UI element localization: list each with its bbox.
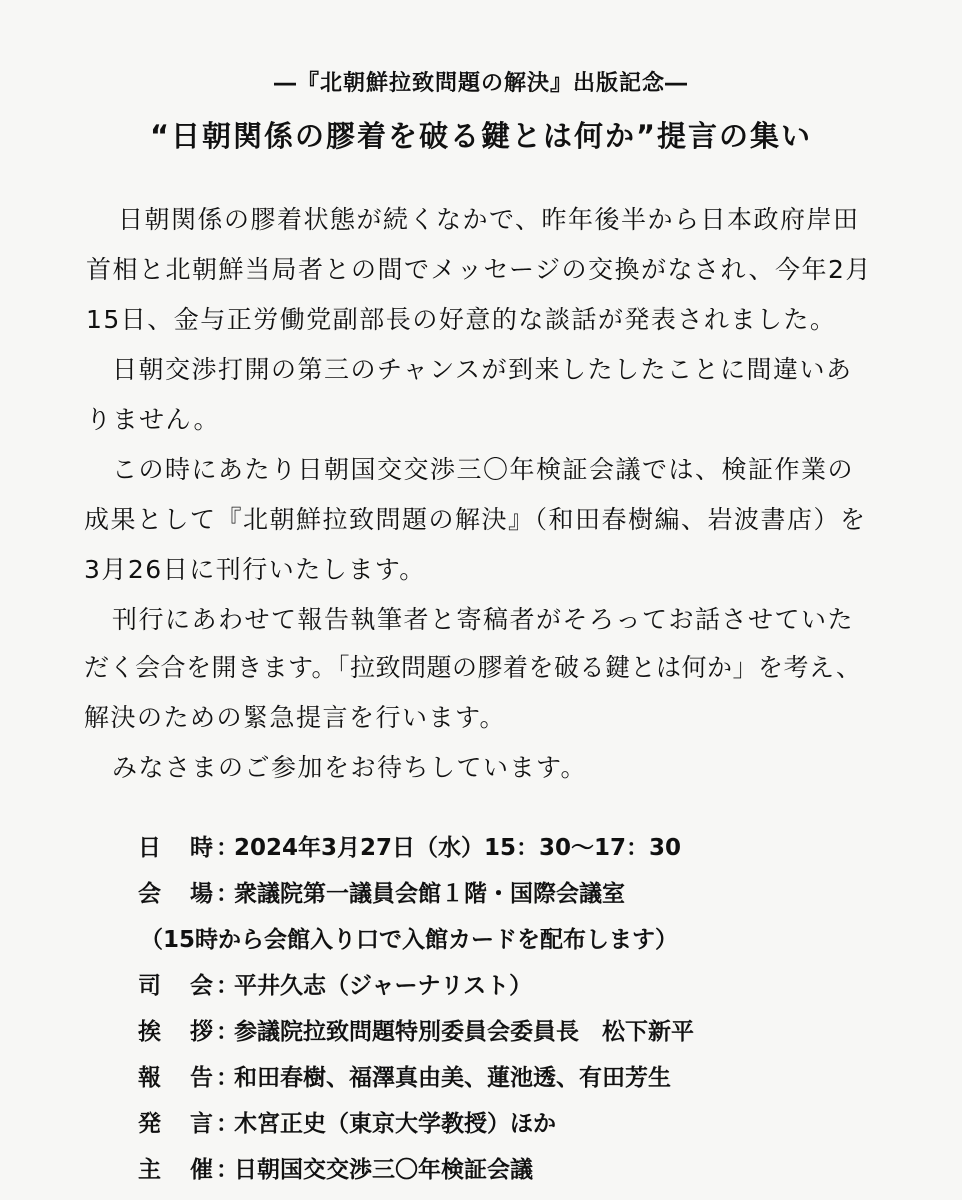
body-line: 解決のための緊急提言を行います。 xyxy=(84,703,507,732)
event-subtitle: ―『北朝鮮拉致問題の解決』出版記念― xyxy=(273,71,688,96)
body-line: 日朝交渉打開の第三のチャンスが到来したしたことに間違いあ xyxy=(112,355,853,384)
organizer-value: 日朝国交交渉三〇年検証会議 xyxy=(234,1157,533,1183)
moderator-value: 平井久志（ジャーナリスト） xyxy=(234,973,533,999)
datetime-value: 2024年3月27日（水）15：30〜17：30 xyxy=(234,835,682,861)
body-line: みなさまのご参加をお待ちしています。 xyxy=(112,753,588,782)
body-line: だく会合を開きます。「拉致問題の膠着を破る鍵とは何か」を考え、 xyxy=(84,653,862,682)
event-title: “日朝関係の膠着を破る鍵とは何か”提言の集い xyxy=(149,119,813,153)
detail-datetime: 日 時 ：2024年3月27日（水）15：30〜17：30 xyxy=(138,835,682,861)
venue-value: 衆議院第一議員会館１階・国際会議室 xyxy=(234,881,625,907)
body-line: この時にあたり日朝国交交渉三〇年検証会議では、検証作業の xyxy=(112,455,855,484)
body-line: 刊行にあわせて報告執筆者と寄稿者がそろってお話させていた xyxy=(112,605,855,634)
body-line: 3月26日に刊行いたします。 xyxy=(84,555,426,584)
report-value: 和田春樹、福澤真由美、蓮池透、有田芳生 xyxy=(234,1065,671,1091)
detail-moderator: 司 会 ：平井久志（ジャーナリスト） xyxy=(138,973,533,999)
detail-greeting: 挨 拶 ：参議院拉致問題特別委員会委員長 松下新平 xyxy=(138,1019,694,1045)
detail-report: 報 告 ：和田春樹、福澤真由美、蓮池透、有田芳生 xyxy=(138,1065,671,1091)
body-line: 15日、金与正労働党副部長の好意的な談話が発表されました。 xyxy=(86,305,837,334)
detail-organizer: 主 催 ：日朝国交交渉三〇年検証会議 xyxy=(138,1157,533,1183)
detail-venue: 会 場 ：衆議院第一議員会館１階・国際会議室 xyxy=(138,881,625,907)
body-line: 首相と北朝鮮当局者との間でメッセージの交換がなされ、今年2月 xyxy=(86,255,872,284)
body-line: りません。 xyxy=(86,405,221,434)
body-line: 日朝関係の膠着状態が続くなかで、昨年後半から日本政府岸田 xyxy=(118,205,860,234)
venue-note: （15時から会館入り口で入館カードを配布します） xyxy=(140,927,679,953)
greeting-value: 参議院拉致問題特別委員会委員長 松下新平 xyxy=(234,1019,694,1045)
remarks-value: 木宮正史（東京大学教授）ほか xyxy=(234,1111,556,1137)
body-line: 成果として『北朝鮮拉致問題の解決』（和田春樹編、岩波書店）を xyxy=(84,505,867,534)
detail-remarks: 発 言 ：木宮正史（東京大学教授）ほか xyxy=(138,1111,556,1137)
